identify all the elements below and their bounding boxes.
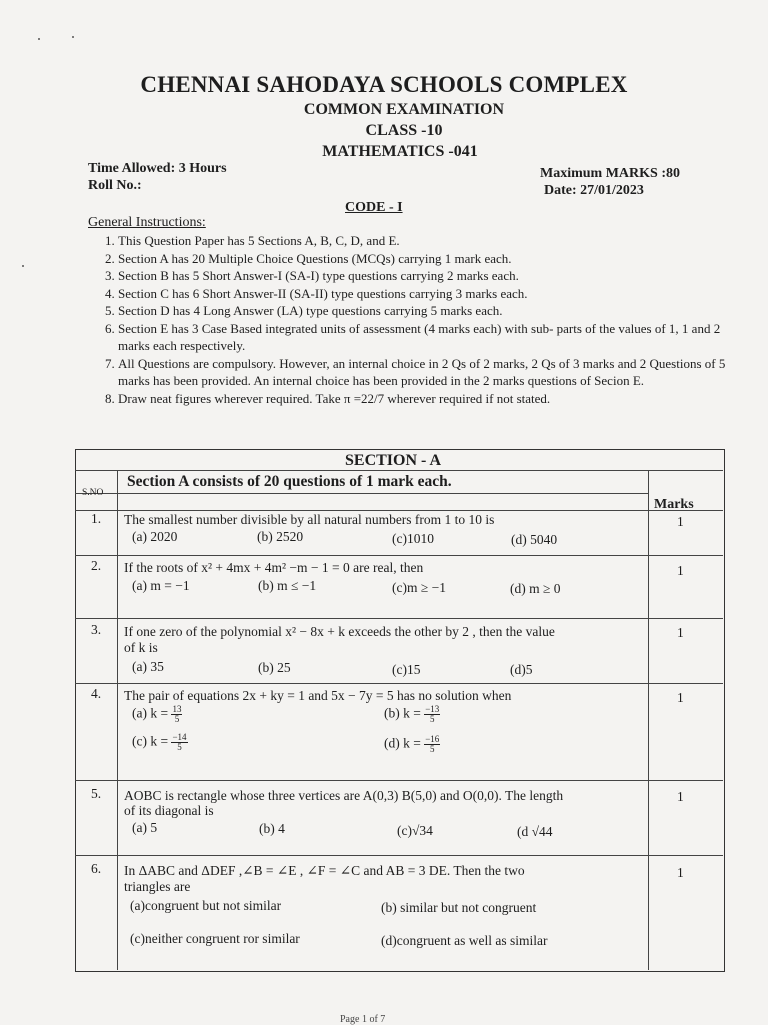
table-rule — [75, 780, 723, 781]
instruction-item: 4. Section C has 6 Short Answer-II (SA-II) type questions carrying 3 marks each. — [118, 285, 730, 303]
question-text-continued: triangles are — [124, 879, 191, 894]
question-number: 2. — [91, 558, 102, 573]
question-marks: 1 — [677, 563, 684, 578]
question-text: If one zero of the polynomial x² − 8x + k exceeds the other by 2 , then the value — [124, 624, 555, 639]
option-d: (d)congruent as well as similar — [381, 933, 548, 948]
question-text: AOBC is rectangle whose three vertices are A(0,3) B(5,0) and O(0,0). The length — [124, 788, 564, 803]
instruction-item: 2. Section A has 20 Multiple Choice Questions (MCQs) carrying 1 mark each. — [118, 250, 730, 268]
option-a: (a)congruent but not similar — [130, 898, 282, 913]
exam-date: Date: 27/01/2023 — [544, 183, 644, 198]
question-marks: 1 — [677, 865, 684, 880]
instruction-item: 6. Section E has 3 Case Based integrated units of assessment (4 marks each) with sub- parts of the values of 1, 1 and 2 marks each respectively. — [118, 320, 730, 355]
option-c: (c)m ≥ −1 — [392, 580, 447, 595]
question-text: The pair of equations 2x + ky = 1 and 5x − 7y = 5 has no solution when — [124, 688, 512, 703]
option-c: (c)1010 — [392, 531, 434, 546]
question-number: 6. — [91, 861, 102, 876]
fraction-denominator: 5 — [430, 714, 435, 724]
option-b: (b) similar but not congruent — [381, 900, 537, 915]
option-b: (b) 2520 — [257, 529, 304, 544]
table-rule — [75, 470, 723, 471]
option-d — [384, 735, 440, 754]
table-rule — [117, 470, 118, 970]
question-text-continued: of its diagonal is — [124, 803, 214, 818]
fraction-denominator: 5 — [177, 742, 182, 752]
option-label: (c) k = — [132, 733, 169, 749]
option-b — [384, 705, 440, 724]
option-a: (a) m = −1 — [132, 578, 190, 593]
roll-number: Roll No.: — [88, 178, 142, 193]
option-a — [132, 705, 182, 724]
school-title: CHENNAI SAHODAYA SCHOOLS COMPLEX — [140, 72, 628, 97]
table-rule — [75, 683, 723, 684]
question-text: If the roots of x² + 4mx + 4m² −m − 1 = 0 are real, then — [124, 560, 424, 575]
option-a: (a) 2020 — [132, 529, 178, 544]
class-title: CLASS -10 — [365, 122, 443, 139]
fraction-numerator: −16 — [425, 734, 440, 744]
question-marks: 1 — [677, 690, 684, 705]
table-rule — [75, 618, 723, 619]
question-text: In ΔABC and ΔDEF ,∠B = ∠E , ∠F = ∠C and AB = 3 DE. Then the two — [124, 863, 525, 878]
scan-speck — [72, 36, 74, 38]
option-b: (b) 4 — [259, 821, 285, 836]
fraction — [424, 735, 440, 754]
paper-code: CODE - I — [345, 200, 403, 215]
question-number: 4. — [91, 686, 102, 701]
fraction — [171, 705, 182, 724]
exam-title: COMMON EXAMINATION — [303, 101, 505, 118]
question-marks: 1 — [677, 514, 684, 529]
scan-speck — [38, 38, 40, 40]
option-a: (a) 35 — [132, 659, 164, 674]
scan-speck — [22, 265, 24, 267]
section-title: SECTION - A — [345, 452, 442, 469]
marks-header: Marks — [654, 497, 694, 512]
option-b: (b) m ≤ −1 — [258, 578, 317, 593]
fraction — [171, 733, 187, 752]
option-d: (d)5 — [510, 662, 533, 677]
instruction-item: 3. Section B has 5 Short Answer-I (SA-I) type questions carrying 2 marks each. — [118, 267, 730, 285]
fraction-denominator: 5 — [430, 744, 435, 754]
option-label: (b) k = — [384, 705, 421, 721]
table-rule — [75, 493, 649, 494]
question-number: 3. — [91, 622, 102, 637]
instruction-item: 5. Section D has 4 Long Answer (LA) type questions carrying 5 marks each. — [118, 302, 730, 320]
question-text-continued: of k is — [124, 640, 158, 655]
fraction-numerator: −13 — [425, 704, 440, 714]
maximum-marks: Maximum MARKS :80 — [540, 166, 680, 181]
subject-title: MATHEMATICS -041 — [322, 143, 478, 160]
option-c: (c)15 — [392, 662, 421, 677]
question-marks: 1 — [677, 625, 684, 640]
option-d: (d √44 — [517, 824, 553, 839]
instruction-item: 8. Draw neat figures wherever required. Take π =22/7 wherever required if not stated. — [118, 390, 730, 408]
option-d: (d) 5040 — [511, 532, 558, 547]
table-rule — [75, 555, 723, 556]
option-c: (c)neither congruent ror similar — [130, 931, 300, 946]
fraction-denominator: 5 — [174, 714, 180, 724]
question-number: 5. — [91, 786, 102, 801]
section-subtitle: Section A consists of 20 questions of 1 mark each. — [127, 473, 452, 490]
instruction-item: 1. This Question Paper has 5 Sections A, B, C, D, and E. — [118, 232, 730, 250]
time-allowed: Time Allowed: 3 Hours — [88, 161, 227, 176]
question-marks: 1 — [677, 789, 684, 804]
table-rule — [75, 855, 723, 856]
option-label: (d) k = — [384, 735, 421, 751]
fraction-numerator: 13 — [172, 704, 182, 714]
question-text: The smallest number divisible by all natural numbers from 1 to 10 is — [124, 512, 495, 527]
option-c — [132, 733, 188, 752]
instructions-heading: General Instructions: — [88, 215, 206, 230]
option-c: (c)√34 — [397, 823, 433, 838]
fraction — [424, 705, 440, 724]
sno-header: S.NO — [82, 488, 104, 498]
option-label: (a) k = — [132, 705, 169, 721]
question-number: 1. — [91, 511, 102, 526]
instructions-list — [98, 232, 730, 407]
option-b: (b) 25 — [258, 660, 291, 675]
option-a: (a) 5 — [132, 820, 158, 835]
table-rule — [648, 470, 649, 970]
instruction-item: 7. All Questions are compulsory. However, an internal choice in 2 Qs of 2 marks, 2 Qs of 3 marks and 2 Questions of 5 marks has been provided. An internal choice has been provided in the 2 marks questions of Secion E. — [118, 355, 730, 390]
page-footer: Page 1 of 7 — [340, 1014, 386, 1025]
fraction-numerator: −14 — [172, 732, 187, 742]
option-d: (d) m ≥ 0 — [510, 581, 561, 596]
table-rule — [75, 510, 723, 511]
